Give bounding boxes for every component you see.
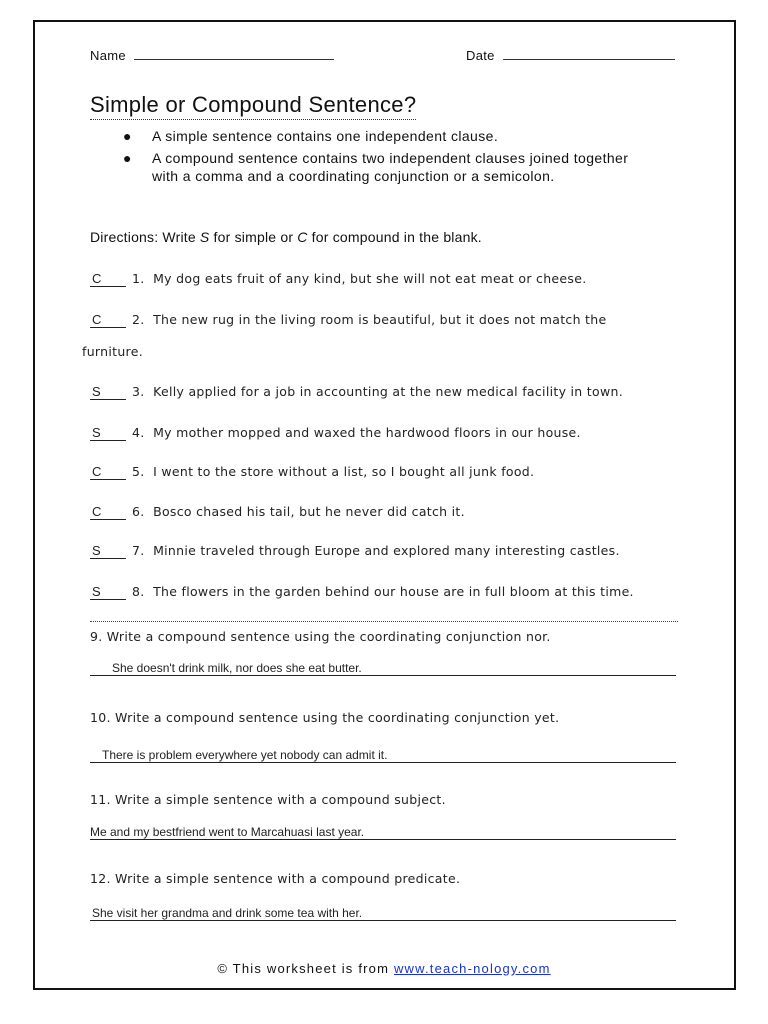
question-text: Minnie traveled through Europe and explored many interesting castles. <box>153 543 620 558</box>
directions-mid: for simple or <box>209 229 298 245</box>
question-number: 4. <box>132 425 145 440</box>
date-field[interactable] <box>466 47 675 63</box>
question-number: 5. <box>132 464 145 479</box>
question-number: 7. <box>132 543 145 558</box>
question-row <box>90 271 587 287</box>
question-text: My mother mopped and waxed the hardwood floors in our house. <box>153 425 581 440</box>
question-text: The new rug in the living room is beautiful, but it does not match the <box>153 312 607 327</box>
name-label: Name <box>90 48 126 63</box>
writing-prompt: 10. Write a compound sentence using the coordinating conjunction yet. <box>90 710 560 725</box>
response-text: She doesn't drink milk, nor does she eat butter. <box>112 661 362 675</box>
question-row <box>90 425 581 441</box>
directions-prefix: Directions: Write <box>90 229 200 245</box>
question-row <box>90 384 623 400</box>
question-text: My dog eats fruit of any kind, but she will not eat meat or cheese. <box>153 271 587 286</box>
question-number: 8. <box>132 584 145 599</box>
response-line[interactable] <box>90 825 676 840</box>
response-line[interactable] <box>90 661 676 676</box>
date-blank[interactable] <box>503 47 675 60</box>
bullet-text: A simple sentence contains one independent clause. <box>152 128 499 144</box>
question-text: I went to the store without a list, so I bought all junk food. <box>153 464 535 479</box>
question-number: 6. <box>132 504 145 519</box>
question-row <box>90 464 534 480</box>
question-row <box>90 543 620 559</box>
directions-c: C <box>297 229 308 245</box>
question-row <box>90 504 465 520</box>
bullet-icon: ● <box>123 150 132 166</box>
worksheet-title: Simple or Compound Sentence? <box>90 92 416 120</box>
response-text: Me and my bestfriend went to Marcahuasi last year. <box>90 825 365 839</box>
question-row <box>90 312 606 328</box>
footer <box>0 961 768 976</box>
answer-blank[interactable]: C <box>90 465 126 480</box>
definition-list <box>123 127 643 189</box>
question-number: 2. <box>132 312 145 327</box>
response-line[interactable] <box>90 748 676 763</box>
response-line[interactable] <box>90 906 676 921</box>
footer-link[interactable]: www.teach-nology.com <box>393 961 551 976</box>
list-item <box>123 149 643 185</box>
date-label: Date <box>466 48 495 63</box>
bullet-icon: ● <box>123 128 132 144</box>
question-text: The flowers in the garden behind our house are in full bloom at this time. <box>153 584 634 599</box>
directions-s: S <box>199 229 210 245</box>
answer-blank[interactable]: C <box>90 313 126 328</box>
directions <box>90 229 482 245</box>
answer-blank[interactable]: S <box>90 385 126 400</box>
question-number: 1. <box>132 271 145 286</box>
question-continuation: furniture. <box>82 344 143 359</box>
directions-suffix: for compound in the blank. <box>307 229 482 245</box>
question-text: Kelly applied for a job in accounting at the new medical facility in town. <box>153 384 623 399</box>
answer-blank[interactable]: C <box>90 272 126 287</box>
name-field[interactable] <box>90 47 334 63</box>
answer-blank[interactable]: S <box>90 426 126 441</box>
question-number: 3. <box>132 384 145 399</box>
writing-prompt: 11. Write a simple sentence with a compound subject. <box>90 792 446 807</box>
answer-blank[interactable]: C <box>90 505 126 520</box>
name-blank[interactable] <box>134 47 334 60</box>
response-text: There is problem everywhere yet nobody can admit it. <box>102 748 388 762</box>
question-row <box>90 584 634 600</box>
writing-prompt: 9. Write a compound sentence using the coordinating conjunction nor. <box>90 629 551 644</box>
section-divider <box>90 621 678 622</box>
writing-prompt: 12. Write a simple sentence with a compound predicate. <box>90 871 461 886</box>
question-text: Bosco chased his tail, but he never did catch it. <box>153 504 465 519</box>
response-text: She visit her grandma and drink some tea with her. <box>92 906 363 920</box>
footer-text: © This worksheet is from <box>217 961 394 976</box>
bullet-text: A compound sentence contains two independent clauses joined together with a comma and a coordinating conjunction or a semicolon. <box>152 150 629 184</box>
answer-blank[interactable]: S <box>90 544 126 559</box>
answer-blank[interactable]: S <box>90 585 126 600</box>
list-item <box>123 127 643 145</box>
